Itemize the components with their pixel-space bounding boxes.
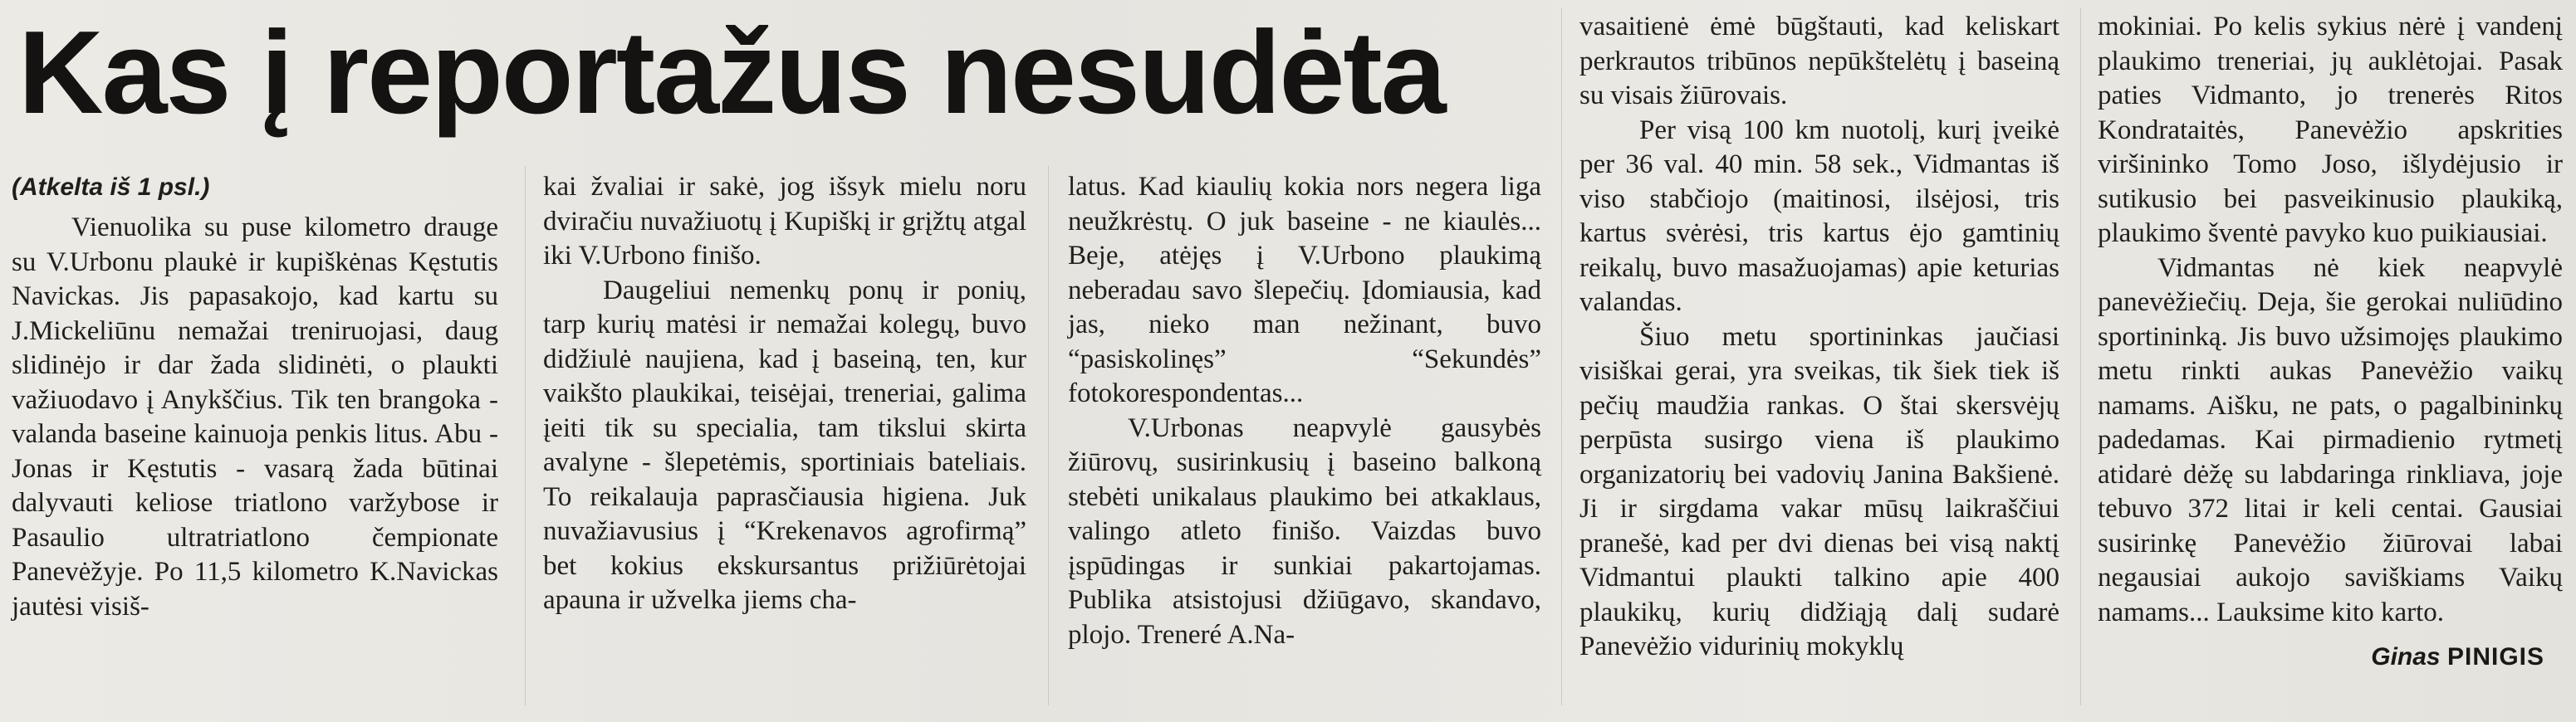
article-column-2: [543, 170, 1026, 618]
column-divider: [1048, 166, 1049, 705]
paragraph: V.Urbonas neapvylė gausybės žiūrovų, susirinkusių į baseino balkoną stebėti unikalaus plaukimo bei atkaklaus, valingo atleto finišo. Vaizdas buvo įspūdingas ir sunkiai pakartojamas. Publika atsistojusi džiūgavo, skandavo, plojo. Treneré A.Na-: [1068, 412, 1541, 650]
paragraph: Vienuolika su puse kilometro drauge su V.Urbonu plaukė ir kupiškėnas Kęstutis Navickas. Jis papasakojo, kad kartu su J.Mickeliūnu nemažai treniruojasi, daug slidinėjo ir dar žada slidinėti, o plaukti važiuodavo į Anykščius. Tik ten brangoka - valanda baseine kainuoja penkis litus. Abu - Jonas ir Kęstutis - vasarą žada būtinai dalyvauti keliose triatlono varžybose ir Pasaulio ultratriatlono čempionate Panevėžyje. Po 11,5 kilometro K.Navickas jautėsi visiš-: [12, 212, 498, 622]
paragraph: latus. Kad kiaulių kokia nors negera liga neužkrėstų. O juk baseine - ne kiaulės... Beje, atėjęs į V.Urbono plaukimą neberadau savo šlepečių. Įdomiausia, kad jas, nieko man nežinant, buvo “pasiskolinęs” “Sekundės” fotokorespondentas...: [1068, 172, 1541, 408]
author-last-name: PINIGIS: [2446, 643, 2544, 671]
column-divider: [2080, 8, 2081, 705]
article-column-3: [1068, 170, 1541, 652]
paragraph: Daugeliui nemenkų ponų ir ponių, tarp kurių matėsi ir nemažai kolegų, buvo didžiulė naujiena, kad į baseiną, ten, kur vaikšto plaukikai, teisėjai, treneriai, galima įeiti tik su specialia, tam tikslui skirta avalyne - šlepetėmis, sportiniais bateliais. To reikalauja paprasčiausia higiena. Juk nuvažiavusius į “Krekenavos agrofirmą” bet kokius ekskursantus prižiūrėtojai apauna ir užvelka jiems cha-: [543, 275, 1026, 615]
article-column-1: [12, 170, 498, 624]
column-divider: [525, 166, 526, 705]
paragraph: mokiniai. Po kelis sykius nėrė į vandenį plaukimo treneriai, jų auklėtojai. Pasak paties Vidmanto, jo trenerės Ritos Kondrataitės, Panevėžio apskrities viršininko Tomo Joso, išlydėjusio ir sutikusio bei pasveikinusio plaukiką, plaukimo šventė pavyko kuo puikiausiai.: [2098, 12, 2563, 248]
author-byline: [2371, 643, 2544, 671]
paragraph: Per visą 100 km nuotolį, kurį įveikė per 36 val. 40 min. 58 sek., Vidmantas iš viso stabčiojo (maitinosi, ilsėjosi, tris kartus svėrėsi, tris kartus ėjo gamtinių reikalų, buvo masažuojamas) apie keturias valandas.: [1579, 115, 2059, 317]
paragraph: Vidmantas nė kiek neapvylė panevėžiečių. Deja, šie gerokai nuliūdino sportininką. Jis buvo užsimojęs plaukimo metu rinkti aukas Panevėžio vaikų namams. Aišku, ne pats, o pagalbininkų padedamas. Kai pirmadienio rytmetį atidarė dėžę su labdaringa rinkliava, joje tebuvo 372 litai ir keli centai. Gausiai susirinkę Panevėžio žiūrovai labai negausiai aukojo saviškiams Vaikų namams... Lauksime kito karto.: [2098, 252, 2563, 627]
article-column-5: [2098, 10, 2563, 630]
article-column-4: [1579, 10, 2059, 665]
paragraph: vasaitienė ėmė būgštauti, kad keliskart perkrautos tribūnos nepūkštelėtų į baseiną su visais žiūrovais.: [1579, 12, 2059, 110]
article-headline: Kas į reportažus nesudėta: [18, 7, 1445, 139]
paragraph: Šiuo metu sportininkas jaučiasi visiškai gerai, yra sveikas, tik šiek tiek iš pečių maudžia rankas. O štai skersvėjų perpūsta susirgo viena iš plaukimo organizatorių bei vadovių Janina Bakšienė. Ji ir sirgdama vakar mūsų laikraščiui pranešė, kad per dvi dienas bei visą naktį Vidmantui plaukti talkino apie 400 plaukikų, kurių didžiąją dalį sudarė Panevėžio vidurinių mokyklų: [1579, 321, 2059, 661]
paragraph: kai žvaliai ir sakė, jog išsyk mielu noru dviračiu nuvažiuotų į Kupiškį ir grįžtų atgal iki V.Urbono finišo.: [543, 172, 1026, 271]
column-divider: [1561, 8, 1562, 705]
continuation-note: (Atkelta iš 1 psl.): [12, 173, 210, 201]
author-first-name: Ginas: [2371, 643, 2441, 671]
